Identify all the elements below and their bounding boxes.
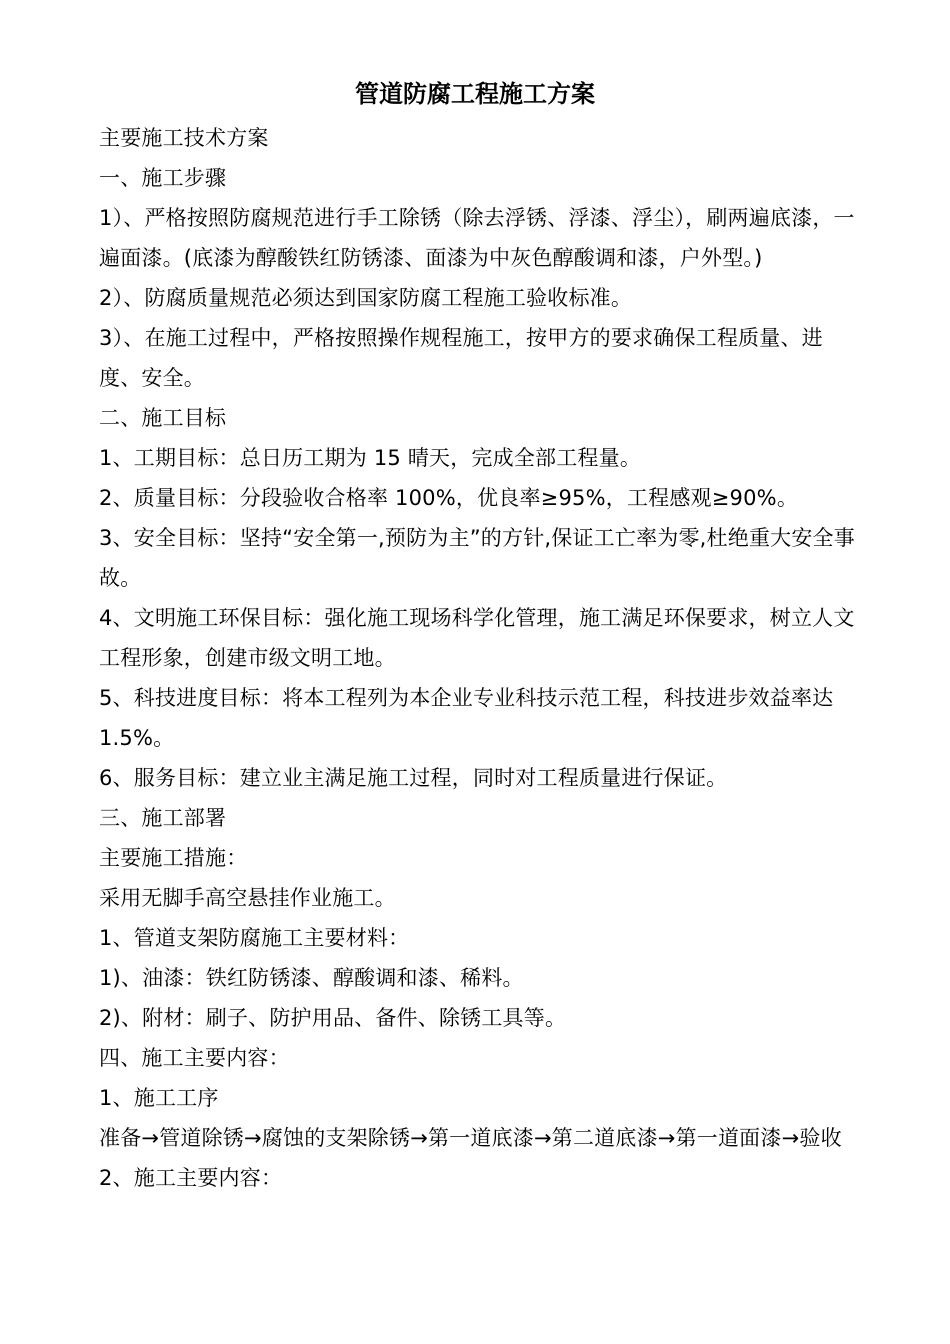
materials-auxiliary-item: 2)、附材：刷子、防护用品、备件、除锈工具等。 [99,1006,567,1030]
document-body [99,118,859,1198]
section-heading-main-content: 四、施工主要内容： [99,1046,290,1070]
measure-paragraph: 采用无脚手高空悬挂作业施工。 [99,886,396,910]
goal-safety-paragraph: 3、安全目标：坚持“安全第一,预防为主”的方针,保证工亡率为零,杜绝重大安全事故。 [99,526,855,590]
goal-technology-progress-paragraph: 5、科技进度目标：将本工程列为本企业专业科技示范工程，科技进步效益率达 1.5%。 [99,686,834,750]
step-3-paragraph: 3）、在施工过程中，严格按照操作规程施工，按甲方的要求确保工程质量、进度、安全。 [99,326,823,390]
document-title: 管道防腐工程施工方案 [355,80,595,108]
main-content-heading: 2、施工主要内容： [99,1166,283,1190]
materials-heading: 1、管道支架防腐施工主要材料： [99,926,410,950]
step-2-paragraph: 2）、防腐质量规范必须达到国家防腐工程施工验收标准。 [99,286,633,310]
section-heading-construction-steps: 一、施工步骤 [99,166,227,190]
process-heading: 1、施工工序 [99,1086,219,1110]
goal-schedule-paragraph: 1、工期目标：总日历工期为 15 晴天，完成全部工程量。 [99,446,642,470]
section-heading-main-technical-plan: 主要施工技术方案 [99,126,269,150]
section-heading-construction-deployment: 三、施工部署 [99,806,227,830]
goal-quality-paragraph: 2、质量目标：分段验收合格率 100%，优良率≥95%，工程感观≥90%。 [99,486,799,510]
goal-service-paragraph: 6、服务目标：建立业主满足施工过程，同时对工程质量进行保证。 [99,766,728,790]
step-1-paragraph: 1）、严格按照防腐规范进行手工除锈（除去浮锈、浮漆、浮尘），刷两遍底漆，一遍面漆。(底漆为醇酸铁红防锈漆、面漆为中灰色醇酸调和漆，户外型。) [99,206,855,270]
main-measures-label: 主要施工措施： [99,846,248,870]
section-heading-construction-goals: 二、施工目标 [99,406,227,430]
goal-civilized-construction-paragraph: 4、文明施工环保目标：强化施工现场科学化管理，施工满足环保要求，树立人文工程形象，创建市级文明工地。 [99,606,855,670]
process-flow-paragraph: 准备→管道除锈→腐蚀的支架除锈→第一道底漆→第二道底漆→第一道面漆→验收 [99,1126,842,1150]
materials-paint-item: 1)、油漆：铁红防锈漆、醇酸调和漆、稀料。 [99,966,524,990]
